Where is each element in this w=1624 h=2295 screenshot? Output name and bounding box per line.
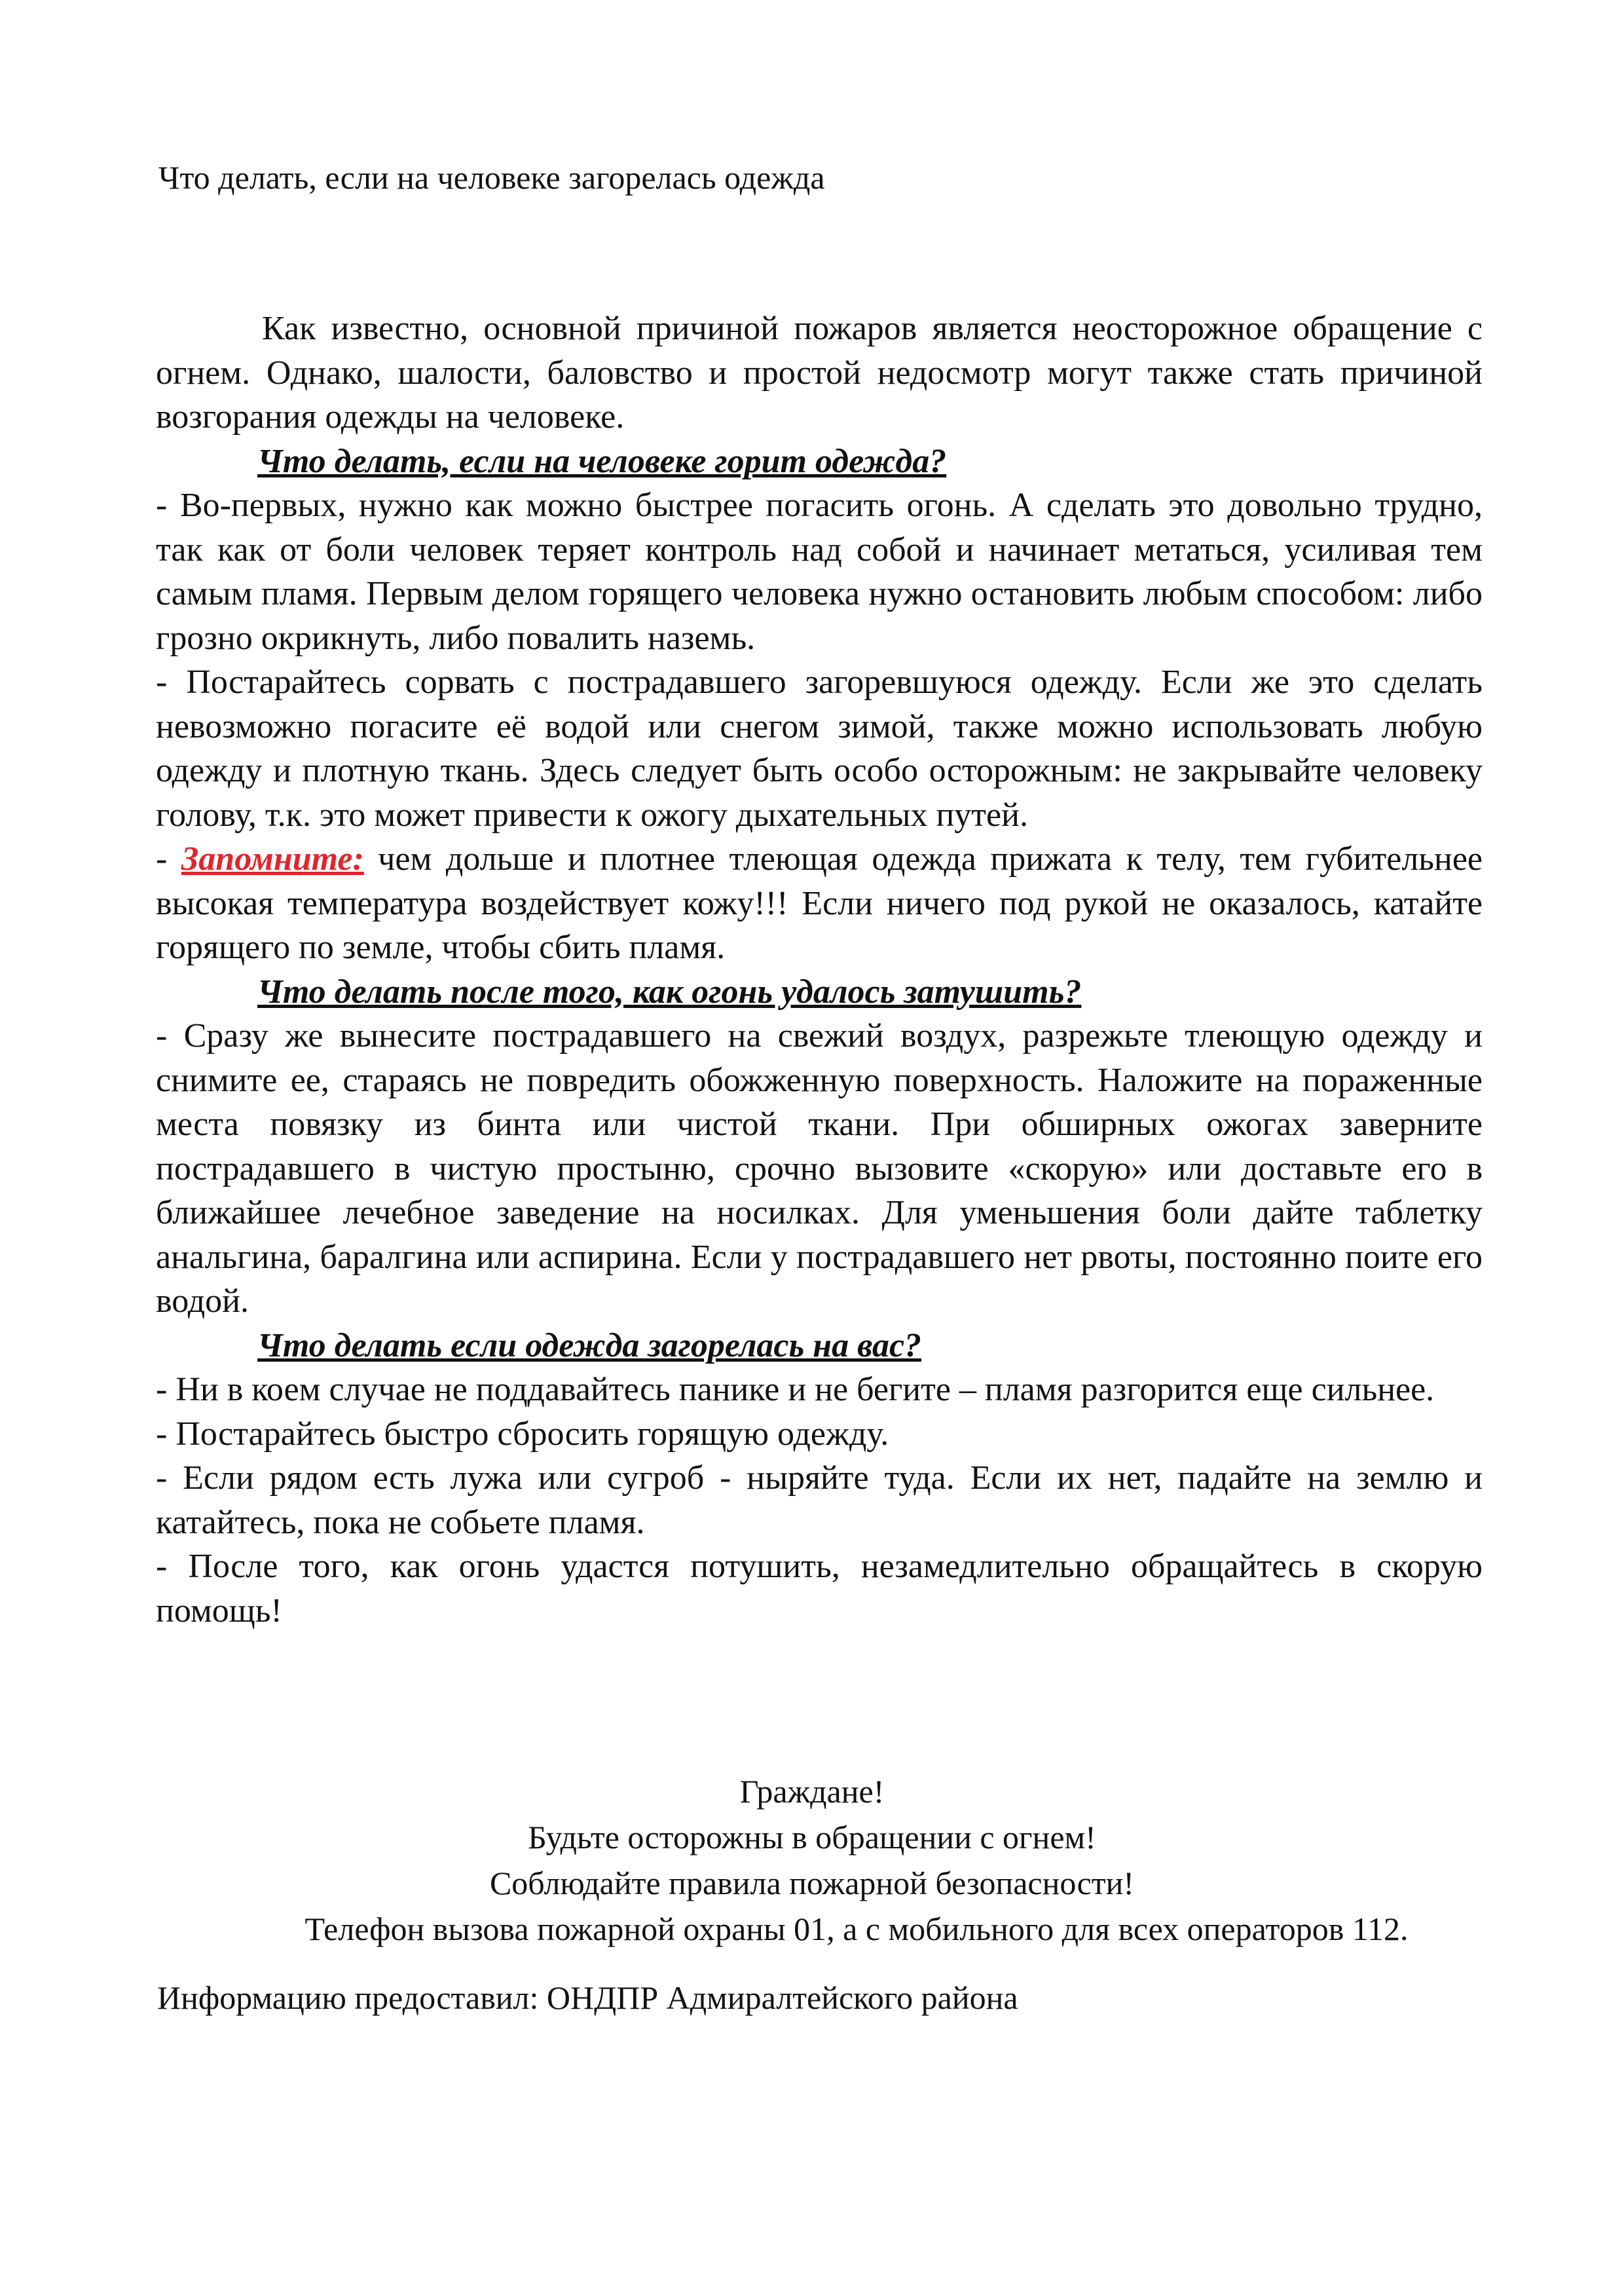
section2-paragraph-1: - Сразу же вынесите пострадавшего на свежий воздух, разрежьте тлеющую одежду и снимите ее, стараясь не повредить обожженную поверхность. Наложите на пораженные места повязку из бинта или чистой ткани. При обширных ожогах заверните пострадавшего в чистую простыню, срочно вызовите «скорую» или доставьте его в ближайшее лечебное заведение на носилках. Для уменьшения боли дайте таблетку анальгина, баралгина или аспирина. Если у пострадавшего нет рвоты, постоянно поите его водой. xyxy=(156,1017,1483,1320)
section3-paragraph-4: - После того, как огонь удастся потушить, незамедлительно обращайтесь в скорую помощь! xyxy=(156,1548,1483,1630)
info-source: Информацию предоставил: ОНДПР Адмиралтейского района xyxy=(157,1979,1018,2016)
section-heading-clothes-on-you: Что делать если одежда загорелась на вас? xyxy=(257,1326,922,1364)
paragraph-dash: - xyxy=(156,840,181,878)
section3-paragraph-1: - Ни в коем случае не поддавайтесь панике и не бегите – пламя разгорится еще сильнее. xyxy=(156,1371,1435,1408)
closing-line-rules: Соблюдайте правила пожарной безопасности! xyxy=(489,1865,1135,1901)
section1-paragraph-3-text: чем дольше и плотнее тлеющая одежда прижата к телу, тем губительнее высокая температура воздействует кожу!!! Если ничего под рукой не оказалось, катайте горящего по земле, чтобы сбить пламя. xyxy=(156,840,1483,966)
section1-paragraph-1: - Во-первых, нужно как можно быстрее погасить огонь. А сделать это довольно трудно, так как от боли человек теряет контроль над собой и начинает метаться, усиливая тем самым пламя. Первым делом горящего человека нужно остановить любым способом: либо грозно окрикнуть, либо повалить наземь. xyxy=(156,487,1483,657)
closing-line-citizens: Граждане! xyxy=(739,1773,885,1810)
section-heading-after-extinguish: Что делать после того, как огонь удалось затушить? xyxy=(257,973,1082,1011)
section1-paragraph-3 xyxy=(156,837,1483,970)
document-body xyxy=(156,307,1483,1633)
document-title: Что делать, если на человеке загорелась одежда xyxy=(158,159,825,196)
closing-line-phone: Телефон вызова пожарной охраны 01, а с мобильного для всех операторов 112. xyxy=(304,1911,1409,1947)
section1-paragraph-2: - Постарайтесь сорвать с пострадавшего загоревшуюся одежду. Если же это сделать невозможно погасите её водой или снегом зимой, также можно использовать любую одежду и плотную ткань. Здесь следует быть особо осторожным: не закрывайте человеку голову, т.к. это может привести к ожогу дыхательных путей. xyxy=(156,663,1483,834)
section-heading-burning-clothes: Что делать, если на человеке горит одежда? xyxy=(257,442,947,480)
closing-line-careful: Будьте осторожны в обращении с огнем! xyxy=(528,1819,1096,1856)
intro-paragraph: Как известно, основной причиной пожаров является неосторожное обращение с огнем. Однако, шалости, баловство и простой недосмотр могут также стать причиной возгорания одежды на человеке. xyxy=(156,310,1483,436)
section3-paragraph-2: - Постарайтесь быстро сбросить горящую одежду. xyxy=(156,1415,889,1453)
section3-paragraph-3: - Если рядом есть лужа или сугроб - ныряйте туда. Если их нет, падайте на землю и катайтесь, пока не собьете пламя. xyxy=(156,1459,1483,1541)
closing-appeal xyxy=(0,1768,1624,1952)
remember-highlight: Запомните: xyxy=(181,840,364,878)
